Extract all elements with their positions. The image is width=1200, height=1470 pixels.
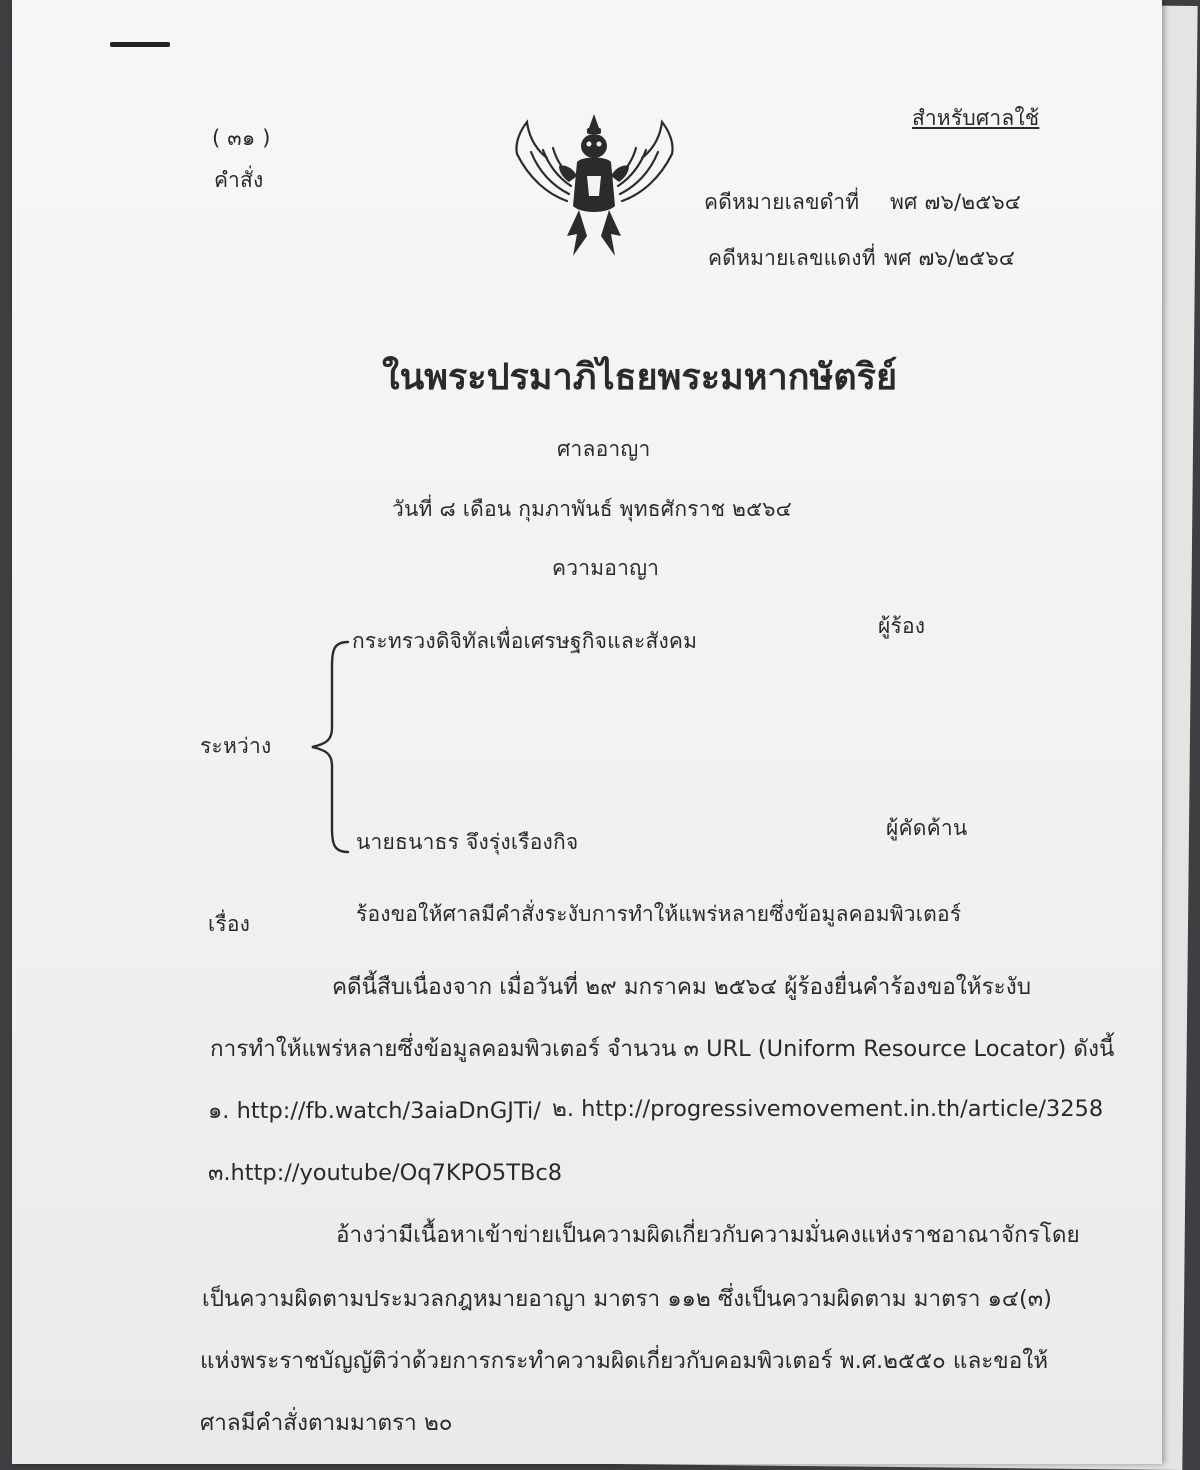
petitioner-role: ผู้ร้อง [878,614,926,638]
url-item-3: ๓.http://youtube/Oq7KPO5TBc8 [208,1160,563,1186]
red-case-number: พศ ๗๖/๒๕๖๔ [884,246,1016,270]
brace-icon [304,636,352,858]
url-item-1: ๑. http://fb.watch/3aiaDnGJTi/ [208,1098,541,1124]
objector-role: ผู้คัดค้าน [886,816,968,840]
url-item-2: ๒. http://progressivemovement.in.th/article/3258 [552,1096,1104,1122]
paragraph-2-line-4: ศาลมีคำสั่งตามมาตรา ๒๐ [200,1410,453,1436]
court-order-page [12,0,1162,1464]
between-label: ระหว่าง [200,734,272,758]
objector-name: นายธนาธร จึงรุ่งเรืองกิจ [356,830,579,854]
court-name: ศาลอาญา [557,437,651,461]
black-case-label: คดีหมายเลขดำที่ [704,190,860,214]
page-title: ในพระปรมาภิไธยพระมหากษัตริย์ [382,357,898,398]
paragraph-2-line-3: แห่งพระราชบัญญัติว่าด้วยการกระทำความผิดเกี่ยวกับคอมพิวเตอร์ พ.ศ.๒๕๕๐ และขอให้ [200,1348,1049,1374]
order-date: วันที่ ๘ เดือน กุมภาพันธ์ พุทธศักราช ๒๕๖๔ [392,497,792,521]
court-use-label: สำหรับศาลใช้ [912,106,1040,130]
document-type: คำสั่ง [214,168,264,192]
page-number: ( ๓๑ ) [212,126,271,150]
subject-label: เรื่อง [208,912,251,936]
paragraph-1-line-2: การทำให้แพร่หลายซึ่งข้อมูลคอมพิวเตอร์ จำนวน ๓ URL (Uniform Resource Locator) ดังนี้ [210,1036,1115,1062]
red-case-label: คดีหมายเลขแดงที่ [708,246,876,270]
garuda-emblem-icon [507,106,682,266]
paragraph-2-line-2: เป็นความผิดตามประมวลกฎหมายอาญา มาตรา ๑๑๒ ซึ่งเป็นความผิดตาม มาตรา ๑๔(๓) [202,1286,1052,1312]
paragraph-1-line-1: คดีนี้สืบเนื่องจาก เมื่อวันที่ ๒๙ มกราคม ๒๕๖๔ ผู้ร้องยื่นคำร้องขอให้ระงับ [332,974,1032,1000]
case-type: ความอาญา [552,556,660,580]
paragraph-2-line-1: อ้างว่ามีเนื้อหาเข้าข่ายเป็นความผิดเกี่ยวกับความมั่นคงแห่งราชอาณาจักรโดย [336,1222,1080,1248]
corner-mark [110,42,170,47]
petitioner-name: กระทรวงดิจิทัลเพื่อเศรษฐกิจและสังคม [352,629,698,653]
subject-text: ร้องขอให้ศาลมีคำสั่งระงับการทำให้แพร่หลายซึ่งข้อมูลคอมพิวเตอร์ [356,902,962,926]
black-case-number: พศ ๗๖/๒๕๖๔ [890,190,1022,214]
